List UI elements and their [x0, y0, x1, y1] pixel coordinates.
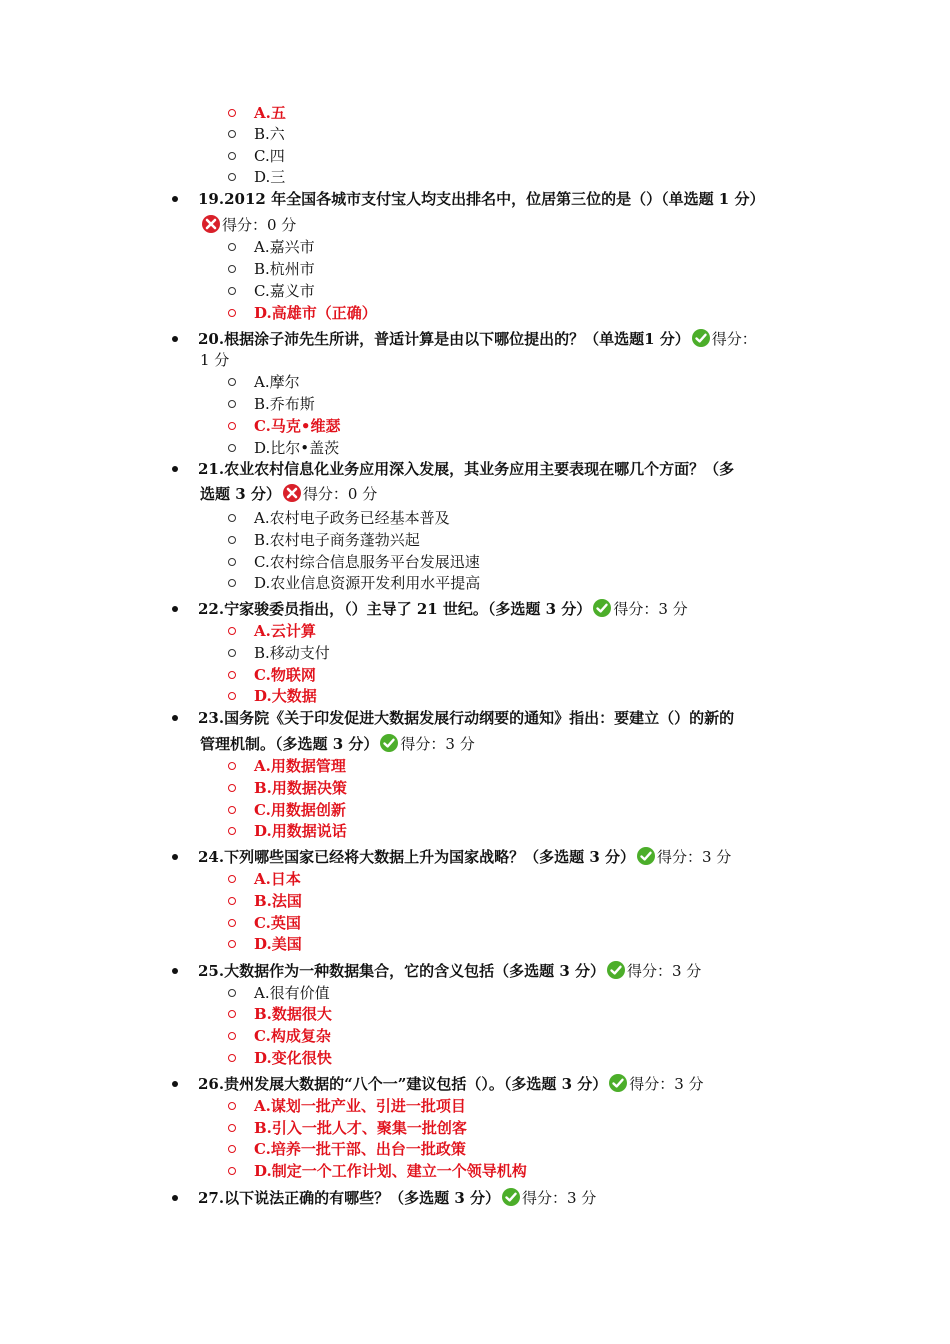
q24-option-c: C.英国: [228, 913, 301, 933]
correct-check-icon: [592, 598, 612, 618]
q26-title: 26.贵州发展大数据的“八个一”建议包括（）。（多选题 3 分） 得分：3 分: [172, 1073, 704, 1094]
q25-score: 得分：3 分: [626, 962, 702, 980]
q22-option-a: A.云计算: [228, 621, 316, 641]
q21-score: 得分：0 分: [302, 485, 378, 503]
q19-option-d: D.高雄市（正确）: [228, 303, 377, 323]
q18-option-b: B.六: [228, 124, 285, 144]
q25-option-d: D.变化很快: [228, 1048, 332, 1068]
q20-score-cont: 1 分: [200, 351, 230, 369]
q26-score: 得分：3 分: [629, 1075, 704, 1093]
correct-check-icon: [608, 1073, 628, 1093]
q23-option-a: A.用数据管理: [228, 756, 346, 776]
q25-option-b: B.数据很大: [228, 1004, 332, 1024]
q21-option-c: C.农村综合信息服务平台发展迅速: [228, 552, 480, 572]
wrong-x-icon: [201, 214, 221, 234]
q23-option-c: C.用数据创新: [228, 800, 346, 820]
q23-title-cont: 管理机制。（多选题 3 分） 得分：3 分: [200, 735, 475, 753]
q18-option-d: D.三: [228, 167, 285, 187]
q24-option-a: A.日本: [228, 869, 301, 889]
q20-title: 20.根据涂子沛先生所讲，普适计算是由以下哪位提出的？（单选题1 分） 得分：: [172, 328, 757, 349]
correct-check-icon: [691, 328, 711, 348]
wrong-x-icon: [282, 483, 302, 503]
q20-option-b: B.乔布斯: [228, 394, 315, 414]
q23-option-d: D.用数据说话: [228, 821, 347, 841]
q22-title: 22.宁家骏委员指出，（）主导了 21 世纪。（多选题 3 分） 得分：3 分: [172, 598, 688, 619]
q23-score: 得分：3 分: [400, 735, 475, 753]
q24-score: 得分：3 分: [656, 848, 732, 866]
q24-option-d: D.美国: [228, 934, 302, 954]
q21-title: 21.农业农村信息化业务应用深入发展，其业务应用主要表现在哪几个方面？（多: [172, 459, 734, 479]
q19-result: [200, 214, 296, 235]
q18-option-a: A.五: [228, 103, 286, 123]
q21-option-d: D.农业信息资源开发利用水平提高: [228, 573, 480, 593]
q20-score: 得分：: [711, 330, 757, 348]
correct-check-icon: [636, 846, 656, 866]
q26-option-a: A.谋划一批产业、引进一批项目: [228, 1096, 466, 1116]
q27-title: 27.以下说法正确的有哪些？（多选题 3 分） 得分：3 分: [172, 1187, 596, 1208]
q22-option-c: C.物联网: [228, 665, 316, 685]
q27-score: 得分：3 分: [521, 1189, 597, 1207]
q24-option-b: B.法国: [228, 891, 302, 911]
q20-option-d: D.比尔•盖茨: [228, 438, 339, 458]
q21-option-a: A.农村电子政务已经基本普及: [228, 508, 450, 528]
q26-option-d: D.制定一个工作计划、建立一个领导机构: [228, 1161, 527, 1181]
q19-title: 19.2012 年全国各城市支付宝人均支出排名中，位居第三位的是（）（单选题 1 分）: [172, 189, 764, 209]
q24-title: 24.下列哪些国家已经将大数据上升为国家战略？（多选题 3 分） 得分：3 分: [172, 846, 731, 867]
q19-option-c: C.嘉义市: [228, 281, 315, 301]
q18-option-c: C.四: [228, 146, 285, 166]
q22-option-d: D.大数据: [228, 686, 317, 706]
q22-option-b: B.移动支付: [228, 643, 330, 663]
q21-option-b: B.农村电子商务蓬勃兴起: [228, 530, 420, 550]
q26-option-c: C.培养一批干部、出台一批政策: [228, 1139, 466, 1159]
q26-option-b: B.引入一批人才、聚集一批创客: [228, 1118, 467, 1138]
correct-check-icon: [501, 1187, 521, 1207]
q22-score: 得分：3 分: [613, 600, 688, 618]
correct-check-icon: [606, 960, 626, 980]
q20-option-c: C.马克•维瑟: [228, 416, 341, 436]
q25-title: 25.大数据作为一种数据集合，它的含义包括（多选题 3 分） 得分：3 分: [172, 960, 701, 981]
q23-option-b: B.用数据决策: [228, 778, 347, 798]
q19-option-b: B.杭州市: [228, 259, 315, 279]
q20-option-a: A.摩尔: [228, 372, 300, 392]
q25-option-c: C.构成复杂: [228, 1026, 331, 1046]
q19-score: 得分：0 分: [222, 216, 297, 234]
correct-check-icon: [379, 733, 399, 753]
q21-title-cont: 选题 3 分） 得分：0 分: [200, 485, 378, 503]
q25-option-a: A.很有价值: [228, 983, 330, 1003]
q23-title: 23.国务院《关于印发促进大数据发展行动纲要的通知》指出：要建立（）的新的: [172, 708, 734, 728]
q19-option-a: A.嘉兴市: [228, 237, 315, 257]
